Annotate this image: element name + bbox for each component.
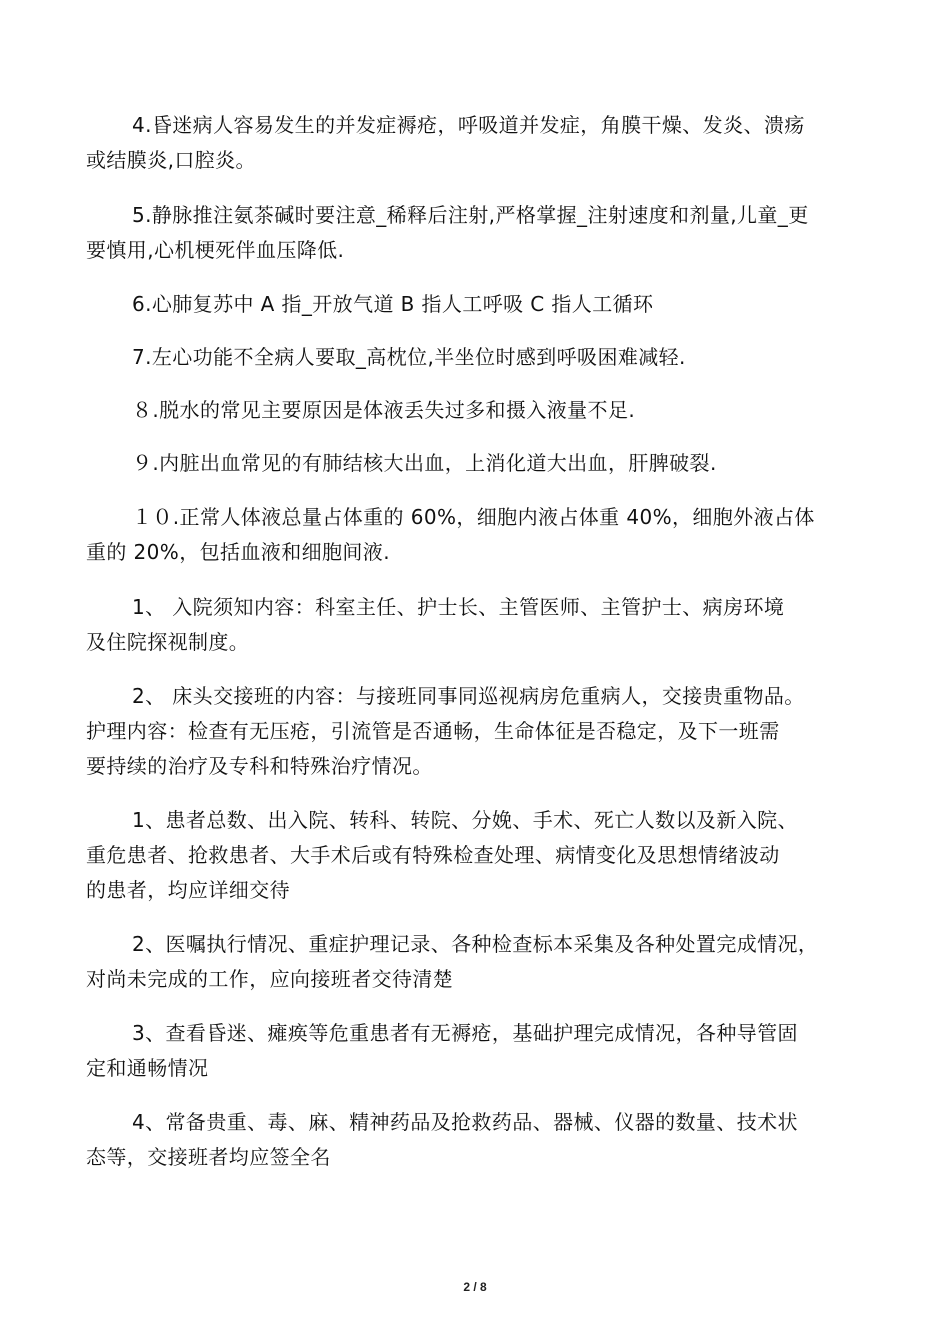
text-line: 3、查看昏迷、瘫痪等危重患者有无褥疮，基础护理完成情况，各种导管固 bbox=[132, 1021, 798, 1045]
text-line: 护理内容：检查有无压疮，引流管是否通畅，生命体征是否稳定，及下一班需 bbox=[86, 719, 780, 743]
paragraph-13 bbox=[86, 1105, 876, 1175]
paragraph-7 bbox=[86, 500, 876, 570]
page-number: 2 / 8 bbox=[463, 1280, 487, 1294]
text-line: 要慎用,心机梗死伴血压降低. bbox=[86, 238, 345, 262]
text-line: 6.心肺复苏中 A 指_开放气道 B 指人工呼吸 C 指人工循环 bbox=[132, 292, 654, 316]
text-line: 定和通畅情况 bbox=[86, 1056, 209, 1080]
paragraph-3 bbox=[86, 287, 876, 322]
paragraph-12 bbox=[86, 1016, 876, 1086]
text-line: 2、 床头交接班的内容：与接班同事同巡视病房危重病人，交接贵重物品。 bbox=[132, 684, 805, 708]
paragraph-1 bbox=[86, 108, 876, 178]
text-line: ８.脱水的常见主要原因是体液丢失过多和摄入液量不足. bbox=[132, 398, 636, 422]
text-line: 或结膜炎,口腔炎。 bbox=[86, 148, 256, 172]
paragraph-11 bbox=[86, 927, 876, 997]
paragraph-2 bbox=[86, 198, 876, 268]
text-line: １０.正常人体液总量占体重的 60%，细胞内液占体重 40%，细胞外液占体 bbox=[132, 505, 815, 529]
text-line: 1、患者总数、出入院、转科、转院、分娩、手术、死亡人数以及新入院、 bbox=[132, 808, 798, 832]
paragraph-4 bbox=[86, 340, 876, 375]
text-line: 态等，交接班者均应签全名 bbox=[86, 1145, 331, 1169]
text-line: 4、常备贵重、毒、麻、精神药品及抢救药品、器械、仪器的数量、技术状 bbox=[132, 1110, 798, 1134]
text-line: ９.内脏出血常见的有肺结核大出血，上消化道大出血，肝脾破裂. bbox=[132, 451, 717, 475]
text-line: 及住院探视制度。 bbox=[86, 630, 250, 654]
paragraph-9 bbox=[86, 679, 876, 784]
paragraph-8 bbox=[86, 590, 876, 660]
text-line: 重的 20%，包括血液和细胞间液. bbox=[86, 540, 390, 564]
paragraph-5 bbox=[86, 393, 876, 428]
text-line: 要持续的治疗及专科和特殊治疗情况。 bbox=[86, 754, 433, 778]
text-line: 重危患者、抢救患者、大手术后或有特殊检查处理、病情变化及思想情绪波动 bbox=[86, 843, 780, 867]
text-line: 5.静脉推注氨茶碱时要注意_稀释后注射,严格掌握_注射速度和剂量,儿童_更 bbox=[132, 203, 809, 227]
paragraph-6 bbox=[86, 446, 876, 481]
text-line: 1、 入院须知内容：科室主任、护士长、主管医师、主管护士、病房环境 bbox=[132, 595, 785, 619]
text-line: 2、医嘱执行情况、重症护理记录、各种检查标本采集及各种处置完成情况， bbox=[132, 932, 819, 956]
text-line: 7.左心功能不全病人要取_高枕位,半坐位时感到呼吸困难减轻. bbox=[132, 345, 686, 369]
paragraph-10 bbox=[86, 803, 876, 908]
text-line: 对尚未完成的工作，应向接班者交待清楚 bbox=[86, 967, 454, 991]
text-line: 的患者，均应详细交待 bbox=[86, 878, 290, 902]
text-line: 4.昏迷病人容易发生的并发症褥疮，呼吸道并发症，角膜干燥、发炎、溃疡 bbox=[132, 113, 805, 137]
